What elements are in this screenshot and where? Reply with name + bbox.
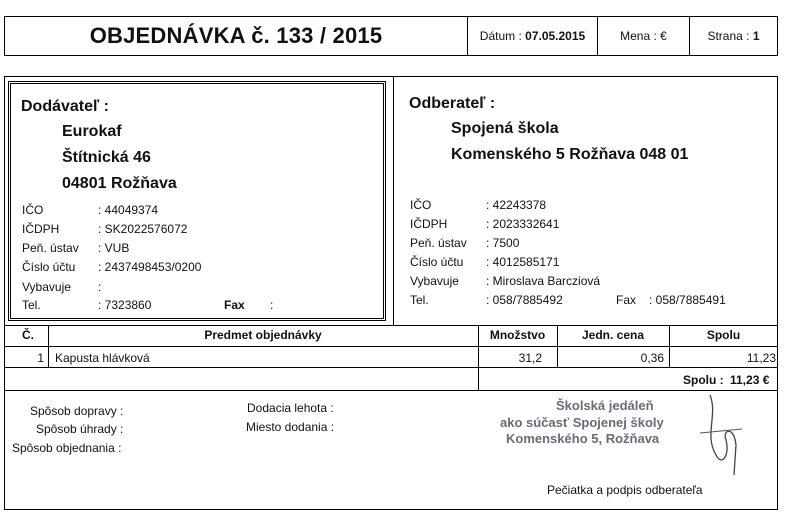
customer-fax-label: Fax [616,293,637,307]
customer-tel-value: : 058/7885492 [486,293,563,307]
row-unit-price: 0,36 [640,351,664,365]
stamp-line1: Školská jedáleň [556,398,654,413]
customer-account-label: Číslo účtu [410,255,464,269]
supplier-bank-value: : VUB [98,241,130,255]
row-num: 1 [37,351,44,365]
date-label: Dátum : [479,29,526,43]
row-item: Kapusta hlávková [55,351,150,365]
customer-bank-label: Peň. ústav [410,236,467,250]
currency-cell [598,16,690,56]
col-header-unit-price: Jedn. cena [581,328,645,342]
customer-ico-value: : 42243378 [486,198,547,212]
supplier-contact-value: : [98,280,102,294]
supplier-city: 04801 Rožňava [62,175,177,192]
page-value: 1 [752,29,760,43]
customer-icdph-value: : 2023332641 [486,217,560,231]
stamp-line2: ako súčasť Spojenej školy [500,415,664,430]
party-divider [393,77,394,325]
col-header-total: Spolu [706,328,741,342]
table-sum-border [4,390,778,391]
supplier-icdph-value: : SK2022576072 [98,222,188,236]
ordering-label: Spôsob objednania : [12,441,122,455]
delivery-term-label: Dodacia lehota : [247,401,334,415]
date-cell [468,16,598,56]
date-value: 07.05.2015 [525,29,586,43]
customer-address: Komenského 5 Rožňava 048 01 [451,146,689,163]
supplier-tel-label: Tel. [22,298,41,312]
customer-bank-value: : 7500 [486,236,520,250]
supplier-account-label: Číslo účtu [22,260,76,274]
supplier-ico-label: IČO [22,203,44,217]
customer-icdph-label: IČDPH [410,217,448,231]
customer-ico-label: IČO [410,198,432,212]
customer-contact-value: : Miroslava Barcziová [486,274,601,288]
payment-label: Spôsob úhrady : [36,422,124,436]
supplier-fax-label: Fax [224,298,245,312]
delivery-place-label: Miesto dodania : [246,420,335,434]
table-header-border [4,346,778,347]
supplier-name: Eurokaf [62,123,122,140]
supplier-contact-label: Vybavuje [22,280,71,294]
sum-value: 11,23 € [730,373,770,387]
col-header-qty: Množstvo [489,328,546,342]
supplier-bank-label: Peň. ústav [22,241,79,255]
col-header-num: Č. [22,328,34,342]
customer-heading: Odberateľ : [409,95,496,112]
supplier-ico-value: : 44049374 [98,203,159,217]
customer-account-value: : 4012585171 [486,255,560,269]
table-top-border [4,325,778,326]
currency-value: € [660,29,667,43]
supplier-icdph-label: IČDPH [22,222,60,236]
page-cell [690,16,778,56]
order-title [4,16,468,56]
signature-label: Pečiatka a podpis odberateľa [547,483,703,497]
signature-scribble [690,385,750,480]
supplier-heading: Dodávateľ : [21,98,109,115]
table-row-border [4,367,778,368]
customer-fax-value: : 058/7885491 [649,293,726,307]
customer-contact-label: Vybavuje [410,274,459,288]
stamp-line3: Komenského 5, Rožňava [506,431,660,446]
row-total: 11,23 [746,351,776,365]
page-label: Strana : [707,29,753,43]
order-title-text: OBJEDNÁVKA č. 133 / 2015 [89,23,383,48]
transport-label: Spôsob dopravy : [30,404,124,418]
row-qty: 31,2 [518,351,542,365]
supplier-account-value: : 2437498453/0200 [98,260,202,274]
customer-tel-label: Tel. [410,293,429,307]
supplier-tel-value: : 7323860 [98,298,152,312]
customer-name: Spojená škola [451,120,559,137]
col-header-item: Predmet objednávky [204,328,322,342]
currency-label: Mena : [620,29,661,43]
supplier-street: Štítnická 46 [62,149,151,166]
sum-label: Spolu : [683,373,724,387]
supplier-fax-value: : [270,298,274,312]
